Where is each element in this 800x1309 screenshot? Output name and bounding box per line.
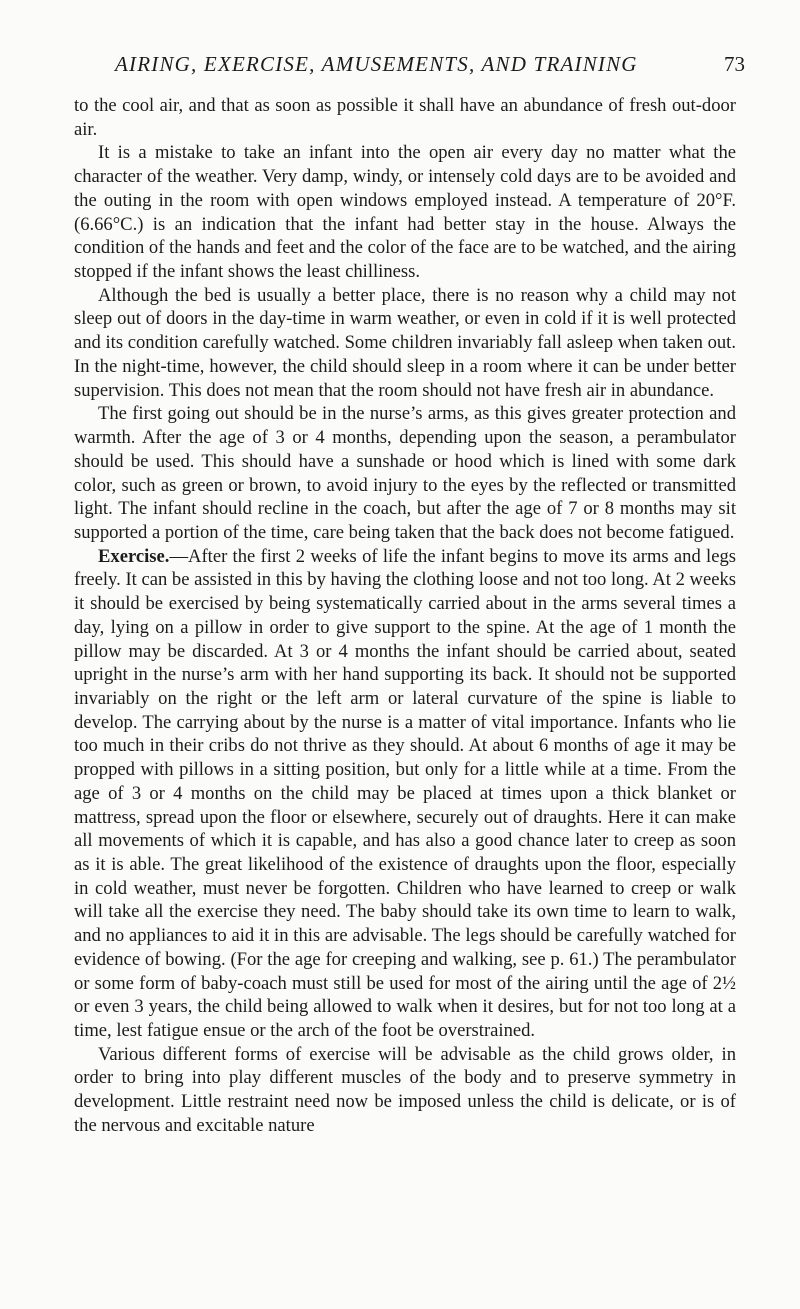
paragraph-text: The first going out should be in the nurse’s arms, as this gives greater protection and warmth. After the age of 3 or 4 months, depending upon the season, a perambulator should be used. This should have a sunshade or hood which is lined with some dark color, such as green or brown, to avoid injury to the eyes by the reflected or transmitted light. The infant should recline in the coach, but after the age of 7 or 8 months may sit supported a portion of the time, care being taken that the back does not become fatigued. <box>74 403 736 543</box>
running-title: AIRING, EXERCISE, AMUSEMENTS, AND TRAINING <box>115 52 638 76</box>
page-number: 73 <box>724 52 745 76</box>
section-heading-exercise: Exercise. <box>98 545 170 567</box>
paragraph-text: —After the first 2 weeks of life the infant begins to move its arms and legs freely. It can be assisted in this by having the clothing loose and not too long. At 2 weeks it should be exercised by being systematically carried about in the arms several times a day, lying on a pillow in order to give support to the spine. At the age of 1 month the pillow may be discarded. At 3 or 4 months the infant should be carried about, seated upright in the nurse’s arm with her hand supporting its back. It should not be supported invariably on the right or the left arm or lateral curvature of the spine is liable to develop. The carrying about by the nurse is a matter of vital importance. Infants who lie too much in their cribs do not thrive as they should. At about 6 months of age it may be propped with pillows in a sitting position, but only for a little while at a time. From the age of 3 or 4 months on the child may be placed at times upon a thick blanket or mattress, spread upon the floor or elsewhere, securely out of draughts. Here it can make all movements of which it is capable, and has also a good chance later to creep as soon as it is able. The great likelihood of the existence of draughts upon the floor, especially in cold weather, must never be forgotten. Children who have learned to creep or walk will take all the exercise they need. The baby should take its own time to learn to walk, and no appliances to aid it in this are advisable. The legs should be carefully watched for evidence of bowing. (For the age for creeping and walking, see p. 61.) The perambulator or some form of baby-coach must still be used for most of the airing until the age of 2½ or even 3 years, the child being allowed to walk when it desires, but for not too long at a time, lest fatigue ensue or the arch of the foot be overstrained. <box>74 545 736 1042</box>
paragraph-outdoor-weather <box>74 141 736 283</box>
paragraph-text: to the cool air, and that as soon as possible it shall have an abundance of fresh out-door air. <box>74 95 736 140</box>
body-text <box>74 94 736 1138</box>
paragraph-sleeping-outdoors <box>74 284 736 403</box>
paragraph-exercise <box>74 545 736 1043</box>
paragraph-perambulator <box>74 402 736 544</box>
paragraph-text: Various different forms of exercise will be advisable as the child grows older, in order to bring into play different muscles of the body and to preserve symmetry in development. Little restraint need now be imposed unless the child is delicate, or is of the nervous and excitable nature <box>74 1043 736 1136</box>
paragraph-continuation <box>74 94 736 141</box>
running-header <box>115 52 745 80</box>
paragraph-various-exercise <box>74 1043 736 1138</box>
paragraph-text: Although the bed is usually a better place, there is no reason why a child may not sleep out of doors in the day-time in warm weather, or even in cold if it is well protected and its condition carefully watched. Some children invariably fall asleep when taken out. In the night-time, however, the child should sleep in a room where it can be under better supervision. This does not mean that the room should not have fresh air in abundance. <box>74 284 736 401</box>
paragraph-text: It is a mistake to take an infant into the open air every day no matter what the character of the weather. Very damp, windy, or intensely cold days are to be avoided and the outing in the room with open windows employed instead. A temperature of 20°F. (6.66°C.) is an indication that the infant had better stay in the house. Always the condition of the hands and feet and the color of the face are to be watched, and the airing stopped if the infant shows the least chilliness. <box>74 142 736 283</box>
